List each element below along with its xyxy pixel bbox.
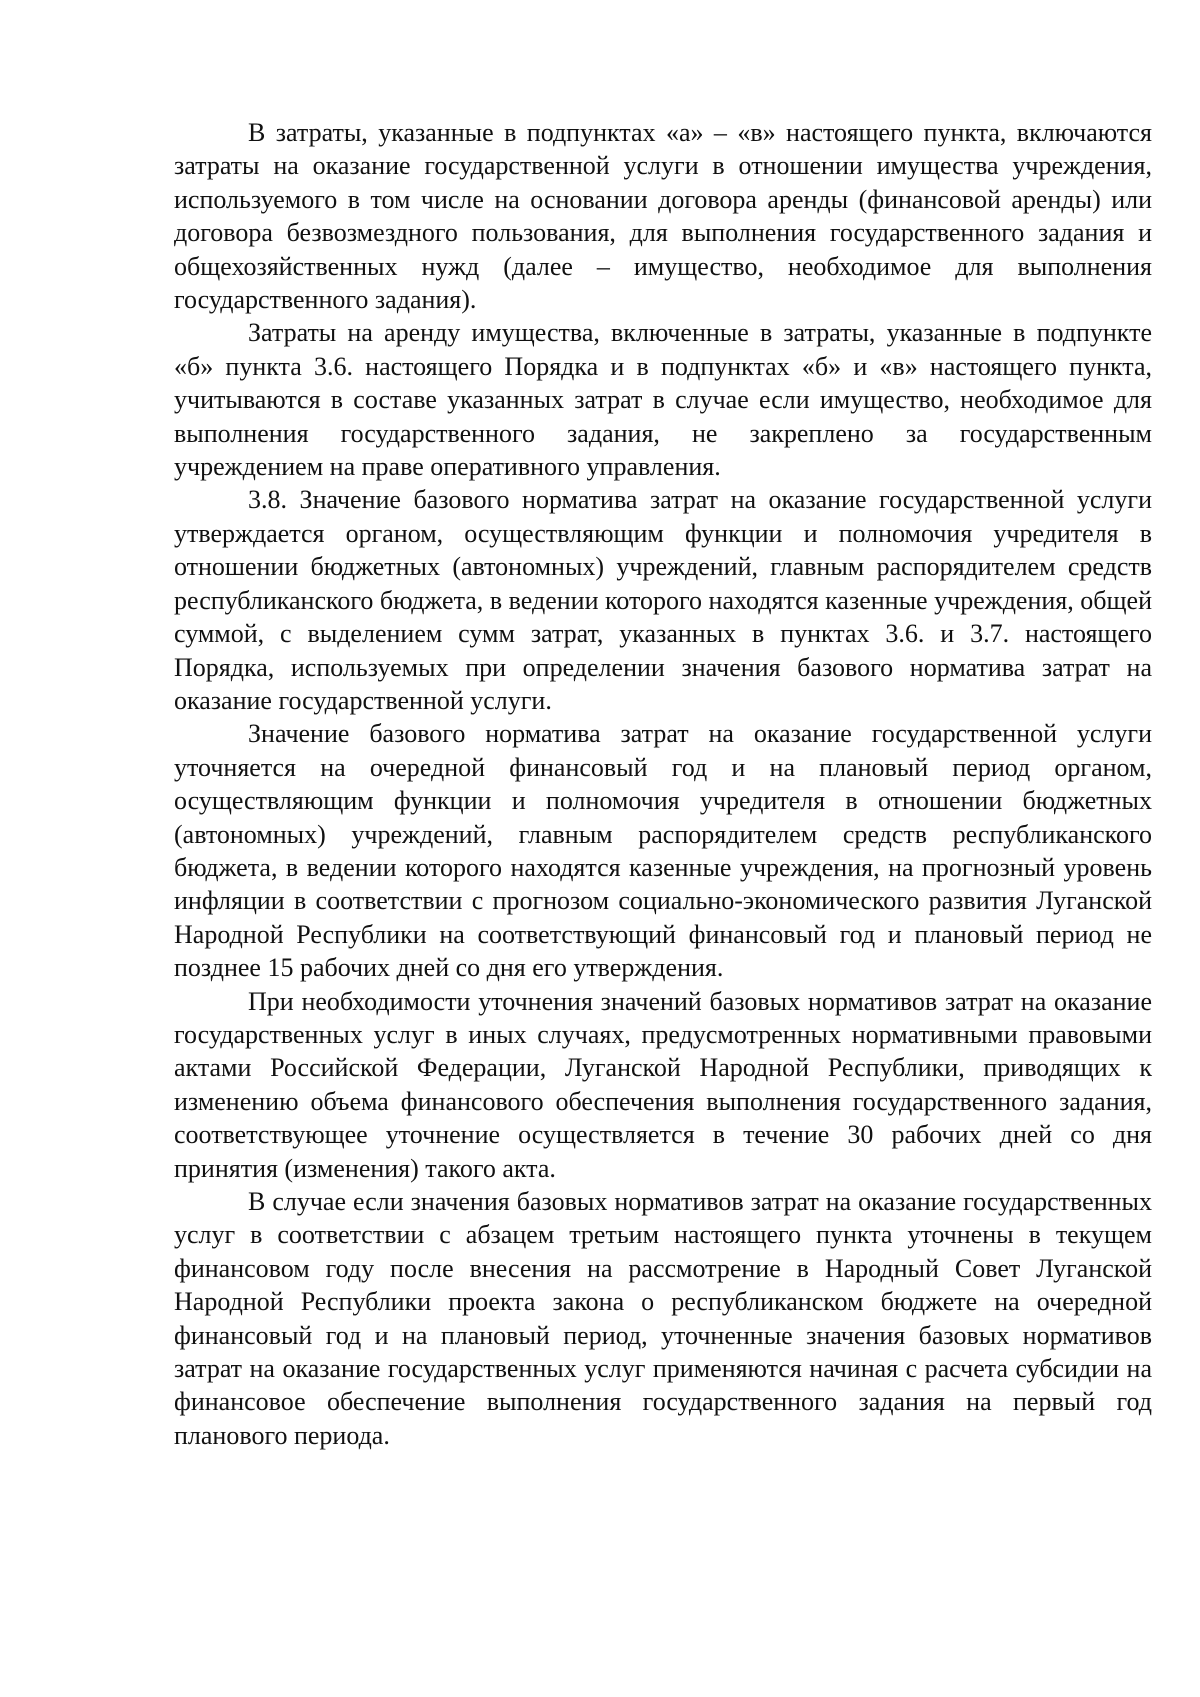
paragraph-rent-costs: Затраты на аренду имущества, включенные в затраты, указанные в подпункте «б» пункта 3.6. настоящего Порядка и в подпунктах «б» и «в» настоящего пункта, учитываются в составе указанных затрат в случае если имущество, необходимое для выполнения государственного задания, не закреплено за государственным учреждением на праве оперативного управления.: [174, 318, 1152, 482]
document-page: [174, 116, 1152, 1452]
paragraph-clause-3-8: 3.8. Значение базового норматива затрат на оказание государственной услуги утверждается органом, осуществляющим функции и полномочия учредителя в отношении бюджетных (автономных) учреждений, главным распорядителем средств республиканского бюджета, в ведении которого находятся казенные учреждения, общей суммой, с выделением сумм затрат, указанных в пунктах 3.6. и 3.7. настоящего Порядка, используемых при определении значения базового норматива затрат на оказание государственной услуги.: [174, 485, 1152, 715]
paragraph-property-costs: В затраты, указанные в подпунктах «а» – «в» настоящего пункта, включаются затраты на оказание государственной услуги в отношении имущества учреждения, используемого в том числе на основании договора аренды (финансовой аренды) или договора безвозмездного пользования, для выполнения государственного задания и общехозяйственных нужд (далее – имущество, необходимое для выполнения государственного задания).: [174, 118, 1152, 315]
paragraph-normative-refinement: Значение базового норматива затрат на оказание государственной услуги уточняется на очередной финансовый год и на плановый период органом, осуществляющим функции и полномочия учредителя в отношении бюджетных (автономных) учреждений, главным распорядителем средств республиканского бюджета, в ведении которого находятся казенные учреждения, на прогнозный уровень инфляции в соответствии с прогнозом социально-экономического развития Луганской Народной Республики на соответствующий финансовый год и плановый период не позднее 15 рабочих дней со дня его утверждения.: [174, 719, 1152, 983]
paragraph-current-year-refinement: В случае если значения базовых нормативов затрат на оказание государственных услуг в соответствии с абзацем третьим настоящего пункта уточнены в текущем финансовом году после внесения на рассмотрение в Народный Совет Луганской Народной Республики проекта закона о республиканском бюджете на очередной финансовый год и на плановый период, уточненные значения базовых нормативов затрат на оказание государственных услуг применяются начиная с расчета субсидии на финансовое обеспечение выполнения государственного задания на первый год планового периода.: [174, 1187, 1152, 1450]
paragraph-other-cases: При необходимости уточнения значений базовых нормативов затрат на оказание государственных услуг в иных случаях, предусмотренных нормативными правовыми актами Российской Федерации, Луганской Народной Республики, приводящих к изменению объема финансового обеспечения выполнения государственного задания, соответствующее уточнение осуществляется в течение 30 рабочих дней со дня принятия (изменения) такого акта.: [174, 986, 1152, 1183]
